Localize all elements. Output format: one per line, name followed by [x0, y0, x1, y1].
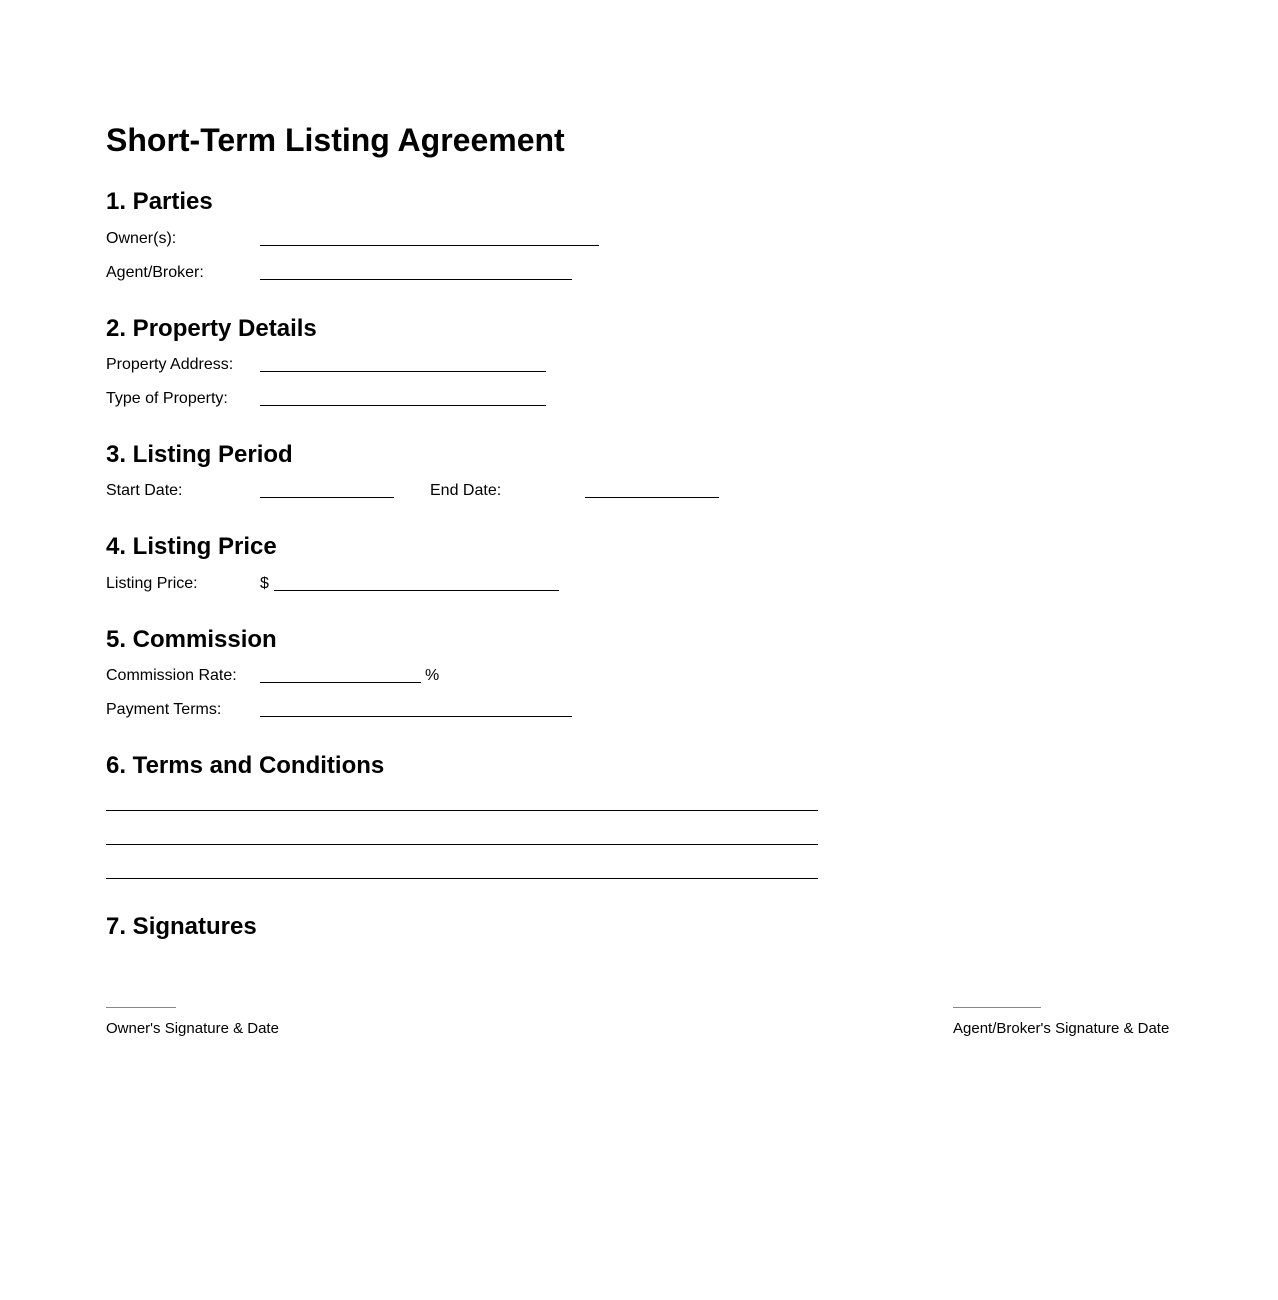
- terms-line-2[interactable]: [106, 844, 818, 845]
- property-type-label: Type of Property:: [106, 390, 228, 407]
- section-heading-commission: 5. Commission: [106, 626, 277, 653]
- listing-price-field[interactable]: [274, 590, 559, 591]
- document-title: Short-Term Listing Agreement: [106, 122, 565, 158]
- start-date-field[interactable]: [260, 497, 394, 498]
- section-heading-terms: 6. Terms and Conditions: [106, 752, 385, 779]
- listing-period-row: [106, 481, 726, 501]
- end-date-field[interactable]: [585, 497, 719, 498]
- owner-field[interactable]: [260, 245, 599, 246]
- commission-rate-field[interactable]: [260, 682, 421, 683]
- start-date-label: Start Date:: [106, 482, 183, 499]
- payment-terms-label: Payment Terms:: [106, 701, 222, 718]
- property-address-label: Property Address:: [106, 356, 234, 373]
- section-heading-price: 4. Listing Price: [106, 533, 277, 560]
- owner-label: Owner(s):: [106, 230, 177, 247]
- currency-symbol: $: [260, 575, 269, 592]
- percent-symbol: %: [425, 667, 440, 684]
- owner-signature-block: [106, 1007, 279, 1038]
- property-type-field[interactable]: [260, 405, 546, 406]
- commission-rate-row: [106, 666, 466, 686]
- agent-signature-label: Agent/Broker's Signature & Date: [953, 1020, 1170, 1037]
- agent-field[interactable]: [260, 279, 572, 280]
- section-heading-property: 2. Property Details: [106, 315, 317, 342]
- property-address-field[interactable]: [260, 371, 546, 372]
- agent-signature-block: [953, 1007, 1169, 1038]
- agent-label: Agent/Broker:: [106, 264, 204, 281]
- owner-signature-line[interactable]: [106, 1007, 176, 1008]
- section-heading-parties: 1. Parties: [106, 188, 213, 215]
- commission-rate-label: Commission Rate:: [106, 667, 237, 684]
- payment-terms-field[interactable]: [260, 716, 572, 717]
- listing-price-row: [106, 574, 566, 594]
- listing-price-label: Listing Price:: [106, 575, 198, 592]
- terms-line-1[interactable]: [106, 810, 818, 811]
- end-date-label: End Date:: [430, 482, 502, 499]
- owner-signature-label: Owner's Signature & Date: [106, 1020, 279, 1037]
- section-heading-signatures: 7. Signatures: [106, 913, 257, 940]
- agent-signature-line[interactable]: [953, 1007, 1041, 1008]
- terms-line-3[interactable]: [106, 878, 818, 879]
- section-heading-period: 3. Listing Period: [106, 441, 293, 468]
